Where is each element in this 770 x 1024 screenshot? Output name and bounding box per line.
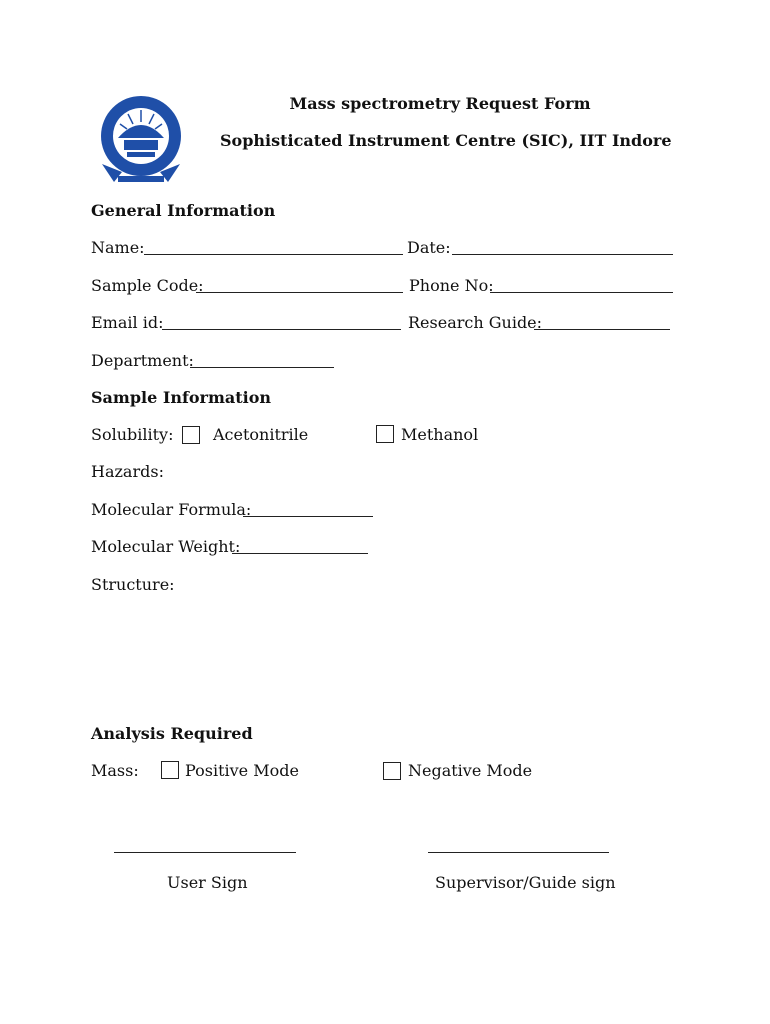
mass-label: Mass: (91, 761, 139, 780)
email-label: Email id: (91, 313, 164, 332)
form-title: Mass spectrometry Request Form (289, 94, 591, 113)
methanol-checkbox[interactable] (376, 425, 394, 443)
methanol-label: Methanol (401, 425, 479, 444)
user-sign-line[interactable] (114, 852, 296, 853)
structure-label: Structure: (91, 575, 175, 594)
positive-mode-checkbox[interactable] (161, 761, 179, 779)
phone-label: Phone No: (409, 276, 494, 295)
analysis-required-heading: Analysis Required (91, 724, 253, 743)
sample-code-label: Sample Code: (91, 276, 204, 295)
research-guide-field[interactable] (534, 329, 670, 330)
user-sign-label: User Sign (167, 873, 248, 892)
molecular-weight-label: Molecular Weight: (91, 537, 241, 556)
supervisor-sign-label: Supervisor/Guide sign (435, 873, 616, 892)
department-label: Department: (91, 351, 194, 370)
molecular-weight-field[interactable] (232, 553, 368, 554)
phone-field[interactable] (490, 292, 673, 293)
negative-mode-checkbox[interactable] (383, 762, 401, 780)
email-field[interactable] (162, 329, 401, 330)
molecular-formula-label: Molecular Formula: (91, 500, 252, 519)
hazards-label: Hazards: (91, 462, 164, 481)
sample-information-heading: Sample Information (91, 388, 272, 407)
acetonitrile-checkbox[interactable] (182, 426, 200, 444)
research-guide-label: Research Guide: (408, 313, 543, 332)
department-field[interactable] (190, 367, 334, 368)
acetonitrile-label: Acetonitrile (213, 425, 309, 444)
solubility-label: Solubility: (91, 425, 174, 444)
name-label: Name: (91, 238, 145, 257)
date-field[interactable] (452, 254, 673, 255)
general-information-heading: General Information (91, 201, 276, 220)
molecular-formula-field[interactable] (243, 516, 373, 517)
supervisor-sign-line[interactable] (428, 852, 609, 853)
form-subtitle: Sophisticated Instrument Centre (SIC), IIT Indore (220, 131, 672, 150)
institute-logo (96, 94, 186, 186)
name-field[interactable] (144, 254, 403, 255)
date-label: Date: (407, 238, 451, 257)
sample-code-field[interactable] (196, 292, 403, 293)
positive-mode-label: Positive Mode (185, 761, 299, 780)
negative-mode-label: Negative Mode (408, 761, 533, 780)
